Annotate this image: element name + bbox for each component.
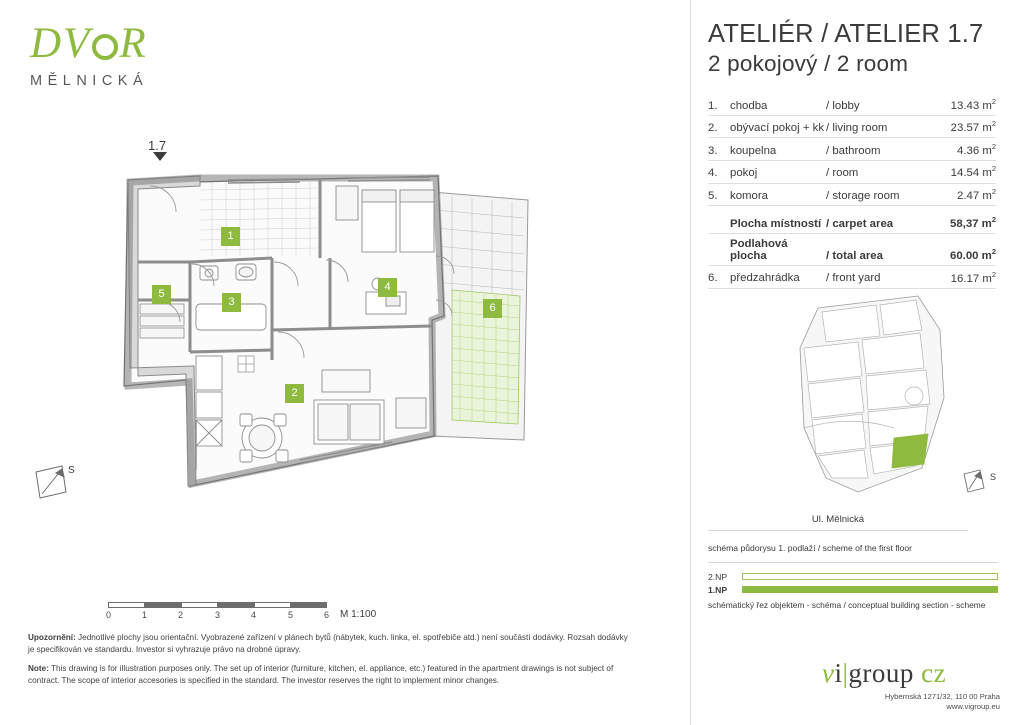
page-subtitle: 2 pokojový / 2 room <box>708 51 909 77</box>
area-unit-sup: 2 <box>991 187 996 197</box>
scale-tick-1: 1 <box>142 610 148 620</box>
room-index: 3. <box>708 138 730 161</box>
room-name-en: / bathroom <box>826 138 934 161</box>
scale-tick-3: 3 <box>215 610 221 620</box>
room-area <box>934 183 996 206</box>
total-area <box>934 206 996 234</box>
room-area-value: 13.43 m <box>950 99 992 112</box>
unit-number-label: 1.7 <box>148 138 167 153</box>
vigroup-logo <box>822 660 1000 713</box>
scale-tick-4: 4 <box>251 610 257 620</box>
disclaimer-cz <box>28 632 628 656</box>
street-name-label: Ul. Mělnická <box>811 514 865 525</box>
total-name-cz: Podlahová plocha <box>730 234 826 266</box>
room-name-en: / living room <box>826 115 934 138</box>
area-unit-sup: 2 <box>991 119 996 129</box>
vigroup-wordmark: vi|group cz <box>822 658 947 688</box>
vigroup-address: Hybernská 1271/32, 110 00 Praha <box>884 692 1000 701</box>
room-area-value: 16.17 m <box>950 272 992 285</box>
floor-row-1np <box>708 583 998 596</box>
scale-bar <box>106 596 330 620</box>
room-area-value: 14.54 m <box>950 167 992 180</box>
area-unit-sup: 2 <box>991 96 996 106</box>
room-name-en: / room <box>826 161 934 184</box>
total-name-en: / total area <box>826 234 934 266</box>
room-index: 5. <box>708 183 730 206</box>
table-row <box>708 183 996 206</box>
room-badge-2: 2 <box>285 384 304 403</box>
room-name-cz: chodba <box>730 93 826 115</box>
scheme-north-label: S <box>990 472 997 482</box>
room-area-value: 23.57 m <box>950 122 992 135</box>
total-area-value: 58,37 m <box>950 218 992 230</box>
room-badge-4: 4 <box>378 278 397 297</box>
scale-tick-5: 5 <box>288 610 294 620</box>
logo-subtitle: MĚLNICKÁ <box>30 73 149 89</box>
room-badge-5: 5 <box>152 285 171 304</box>
scale-tick-0: 0 <box>106 610 112 620</box>
floor-bar-active <box>742 586 998 593</box>
column-divider <box>690 0 691 725</box>
floor-row-2np <box>708 570 998 583</box>
scale-tick-6: 6 <box>324 610 330 620</box>
room-area <box>934 115 996 138</box>
table-row <box>708 138 996 161</box>
disclaimer-block <box>28 632 628 694</box>
total-name-cz: Plocha místností <box>730 206 826 234</box>
vigroup-address-block <box>822 692 1000 713</box>
vigroup-v: v <box>822 658 835 688</box>
logo-word-part2: R <box>119 20 148 67</box>
table-row-total <box>708 234 996 266</box>
area-unit-sup: 2 <box>991 164 996 174</box>
room-badge-1: 1 <box>221 227 240 246</box>
table-row <box>708 161 996 184</box>
building-scheme-diagram <box>708 278 1000 528</box>
section-caption: schématický řez objektem - schéma / conceptual building section - scheme <box>708 600 986 610</box>
total-name-en: / carpet area <box>826 206 934 234</box>
room-badge-6: 6 <box>483 299 502 318</box>
room-area-value: 4.36 m <box>957 144 992 157</box>
room-name-en: / storage room <box>826 183 934 206</box>
area-unit-sup: 2 <box>991 215 996 225</box>
vigroup-group: group <box>848 658 914 688</box>
area-unit-sup: 2 <box>991 141 996 151</box>
total-index <box>708 234 730 266</box>
room-name-cz: pokoj <box>730 161 826 184</box>
room-name-cz: předzahrádka <box>730 266 826 289</box>
area-unit-sup: 2 <box>991 269 996 279</box>
room-area-value: 2.47 m <box>957 189 992 202</box>
room-name-cz: koupelna <box>730 138 826 161</box>
scheme-caption: schéma půdorysu 1. podlaží / scheme of the first floor <box>708 543 912 553</box>
logo-word-part1: DV <box>30 20 92 67</box>
vigroup-i: i <box>834 658 843 688</box>
vigroup-cz: cz <box>913 658 947 688</box>
scale-ratio-label: M 1:100 <box>340 609 377 620</box>
disclaimer-cz-text: Jednotlivé plochy jsou orientační. Vyobrazené zařízení v plánech bytů (nábytek, kuch. linka, el. spotřebiče atd.) není součástí dodávky. Rozsah dodávky je specifikován ve standardu. Investor si vyhrazuje právo na drobné úpravy. <box>28 633 628 654</box>
disclaimer-en-text: This drawing is for illustration purposes only. The set up of interior (furniture, kitchen, el. appliance, etc.) featured in the apartment drawings is not subject of contract. The scope of interior accesories is specified in the standard. The investor reserves the right to implement minor changes. <box>28 663 614 685</box>
room-area <box>934 138 996 161</box>
room-badge-3: 3 <box>222 293 241 312</box>
street-divider <box>708 530 968 531</box>
floor-bar <box>742 573 998 580</box>
area-unit-sup: 2 <box>991 246 996 256</box>
scale-tick-2: 2 <box>178 610 184 620</box>
vigroup-website[interactable]: www.vigroup.eu <box>946 702 1000 712</box>
table-row <box>708 93 996 115</box>
scheme-caption-divider <box>708 562 998 563</box>
table-row <box>708 115 996 138</box>
disclaimer-cz-label: Upozornění: <box>28 633 76 642</box>
front-yard-area <box>432 192 528 440</box>
room-schedule-table <box>708 93 996 288</box>
room-area <box>934 93 996 115</box>
room-index: 1. <box>708 93 730 115</box>
north-arrow-label: S <box>68 465 75 476</box>
page-title: ATELIÉR / ATELIER 1.7 <box>708 20 984 48</box>
room-name-cz: komora <box>730 183 826 206</box>
floor-label: 2.NP <box>708 571 728 582</box>
total-area <box>934 234 996 266</box>
table-row-total <box>708 206 996 234</box>
floor-label: 1.NP <box>708 584 728 595</box>
north-arrow-icon <box>32 462 102 502</box>
room-name-en: / lobby <box>826 93 934 115</box>
total-area-value: 60.00 m <box>950 249 992 262</box>
room-index: 6. <box>708 266 730 289</box>
disclaimer-en <box>28 663 628 687</box>
room-name-cz: obývací pokoj + kk <box>730 115 826 138</box>
total-index <box>708 206 730 234</box>
room-index: 4. <box>708 161 730 184</box>
disclaimer-en-label: Note: <box>28 663 49 673</box>
room-name-en: / front yard <box>826 266 934 289</box>
room-area <box>934 161 996 184</box>
room-index: 2. <box>708 115 730 138</box>
floor-legend <box>708 570 998 596</box>
info-panel <box>708 20 1000 289</box>
